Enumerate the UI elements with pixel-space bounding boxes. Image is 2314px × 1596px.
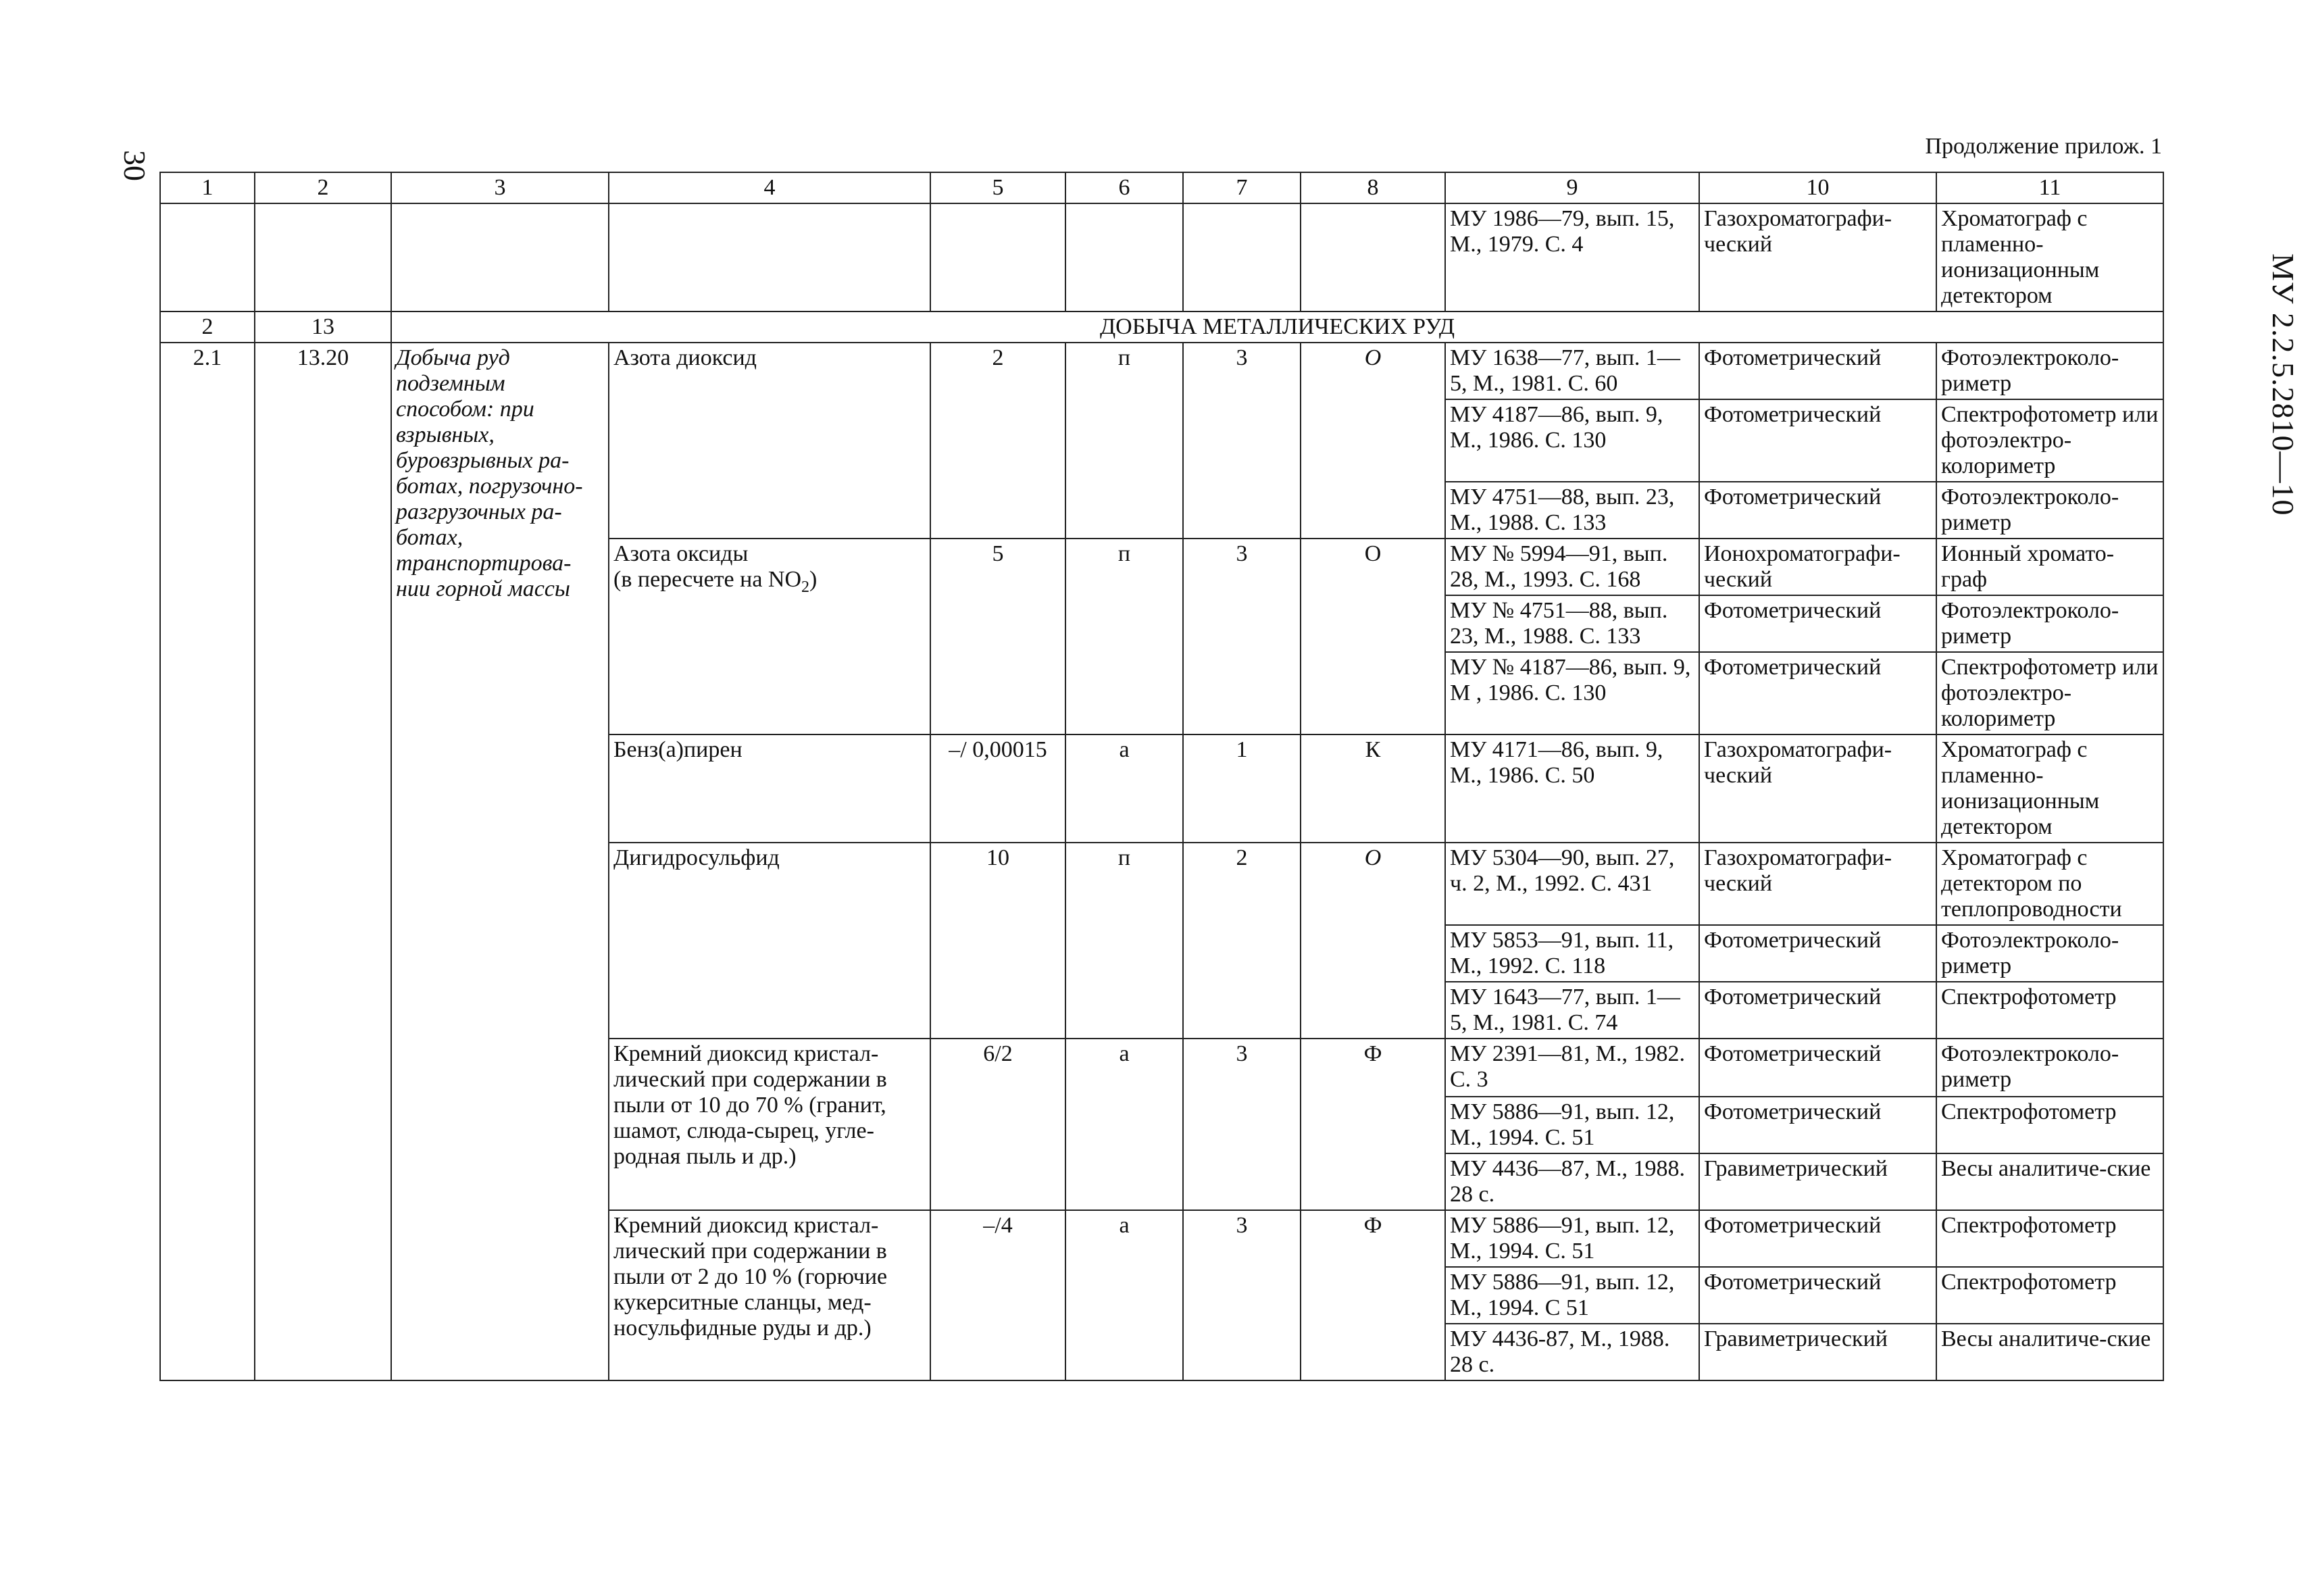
limit-value: –/ 0,00015 (930, 734, 1065, 843)
aggregate-form: п (1065, 539, 1183, 734)
hazard-class: 3 (1183, 343, 1301, 539)
limit-value: 10 (930, 843, 1065, 1039)
method-name: Фотометрический (1699, 595, 1936, 652)
aggregate-form: а (1065, 1210, 1183, 1380)
effect-feature: О (1301, 539, 1445, 734)
method-reference: МУ 5853—91, вып. 11, М., 1992. С. 118 (1445, 925, 1699, 982)
limit-value: 5 (930, 539, 1065, 734)
device-name: Спектрофотометр или фотоэлектро-колориметр (1936, 652, 2163, 734)
effect-feature: К (1301, 734, 1445, 843)
method-reference: МУ 5304—90, вып. 27, ч. 2, М., 1992. С. 431 (1445, 843, 1699, 925)
method-reference: МУ 4751—88, вып. 23, М., 1988. С. 133 (1445, 482, 1699, 539)
col-header: 5 (930, 172, 1065, 203)
method-reference: МУ 1638—77, вып. 1—5, М., 1981. С. 60 (1445, 343, 1699, 399)
col-header: 8 (1301, 172, 1445, 203)
device-name: Фотоэлектроколо-риметр (1936, 925, 2163, 982)
method-reference: МУ 1643—77, вып. 1—5, М., 1981. С. 74 (1445, 982, 1699, 1039)
method-name: Газохроматографи-ческий (1699, 203, 1936, 311)
method-name: Газохроматографи-ческий (1699, 843, 1936, 925)
col-header: 9 (1445, 172, 1699, 203)
limit-value: 6/2 (930, 1039, 1065, 1210)
hazard-class: 3 (1183, 1039, 1301, 1210)
method-reference: МУ № 5994—91, вып. 28, М., 1993. С. 168 (1445, 539, 1699, 595)
subscript: 2 (801, 578, 810, 596)
device-name: Фотоэлектроколо-риметр (1936, 482, 2163, 539)
device-name: Фотоэлектроколо-риметр (1936, 343, 2163, 399)
method-reference: МУ 4187—86, вып. 9, М., 1986. С. 130 (1445, 399, 1699, 482)
col-header: 11 (1936, 172, 2163, 203)
method-reference: МУ 5886—91, вып. 12, М., 1994. С 51 (1445, 1267, 1699, 1324)
hazard-class: 3 (1183, 1210, 1301, 1380)
col-header: 6 (1065, 172, 1183, 203)
device-name: Спектрофотометр (1936, 1267, 2163, 1324)
hazard-class: 2 (1183, 843, 1301, 1039)
device-name: Ионный хромато-граф (1936, 539, 2163, 595)
method-name: Фотометрический (1699, 1210, 1936, 1267)
method-name: Фотометрический (1699, 482, 1936, 539)
aggregate-form: а (1065, 734, 1183, 843)
limit-value: –/4 (930, 1210, 1065, 1380)
method-name: Фотометрический (1699, 343, 1936, 399)
section-code: 2 (160, 311, 255, 343)
substance-name-paren: (в пересчете на NO (613, 567, 802, 592)
col-header: 10 (1699, 172, 1936, 203)
device-name: Спектрофотометр (1936, 1210, 2163, 1267)
method-name: Фотометрический (1699, 982, 1936, 1039)
substance-name: Кремний диоксид кристал-лический при содержании в пыли от 2 до 10 % (горючие кукерситные сланцы, мед-носульфидные руды и др.) (609, 1210, 930, 1380)
method-reference: МУ 4171—86, вып. 9, М., 1986. С. 50 (1445, 734, 1699, 843)
device-name: Спектрофотометр (1936, 982, 2163, 1039)
method-reference: МУ 1986—79, вып. 15, М., 1979. С. 4 (1445, 203, 1699, 311)
method-name: Фотометрический (1699, 399, 1936, 482)
col-header: 4 (609, 172, 930, 203)
section-row (160, 311, 2163, 343)
device-name: Спектрофотометр или фотоэлектро-колориметр (1936, 399, 2163, 482)
process-description: Добыча руд подземным способом: при взрывных, буровзрывных ра-ботах, погрузочно-разгрузочных ра-ботах, транспортирова-нии горной массы (391, 343, 609, 1380)
device-name: Спектрофотометр (1936, 1097, 2163, 1153)
method-reference: МУ № 4751—88, вып. 23, М., 1988. С. 133 (1445, 595, 1699, 652)
device-name: Весы аналитиче-ские (1936, 1324, 2163, 1380)
method-name: Ионохроматографи-ческий (1699, 539, 1936, 595)
device-name: Весы аналитиче-ские (1936, 1153, 2163, 1210)
table-row (160, 343, 2163, 399)
hazard-class: 1 (1183, 734, 1301, 843)
substance-name (609, 539, 930, 734)
method-name: Фотометрический (1699, 652, 1936, 734)
effect-feature: Ф (1301, 1210, 1445, 1380)
col-header: 3 (391, 172, 609, 203)
substance-name: Дигидросульфид (609, 843, 930, 1039)
section-title: ДОБЫЧА МЕТАЛЛИЧЕСКИХ РУД (391, 311, 2163, 343)
effect-feature: О (1301, 343, 1445, 539)
method-name: Фотометрический (1699, 1039, 1936, 1097)
substance-name: Кремний диоксид кристал-лический при содержании в пыли от 10 до 70 % (гранит, шамот, слюда-сырец, угле-родная пыль и др.) (609, 1039, 930, 1210)
method-reference: МУ 4436—87, М., 1988. 28 с. (1445, 1153, 1699, 1210)
column-number-row (160, 172, 2163, 203)
hygiene-methods-table (159, 172, 2164, 1381)
method-reference: МУ 2391—81, М., 1982. С. 3 (1445, 1039, 1699, 1097)
page-number: 30 (118, 150, 153, 181)
effect-feature: Ф (1301, 1039, 1445, 1210)
col-header: 2 (255, 172, 391, 203)
method-reference: МУ № 4187—86, вып. 9, М , 1986. С. 130 (1445, 652, 1699, 734)
method-name: Гравиметрический (1699, 1324, 1936, 1380)
method-name: Фотометрический (1699, 925, 1936, 982)
substance-name: Азота диоксид (609, 343, 930, 539)
document-code: МУ 2.2.5.2810—10 (2266, 253, 2301, 516)
device-name: Хроматограф с пламенно-ионизационным детектором (1936, 734, 2163, 843)
aggregate-form: а (1065, 1039, 1183, 1210)
aggregate-form: п (1065, 843, 1183, 1039)
method-name: Газохроматографи-ческий (1699, 734, 1936, 843)
device-name: Фотоэлектроколо-риметр (1936, 1039, 2163, 1097)
continuation-label: Продолжение прилож. 1 (1925, 134, 2162, 159)
aggregate-form: п (1065, 343, 1183, 539)
group-code: 2.1 (160, 343, 255, 1380)
substance-name: Бенз(а)пирен (609, 734, 930, 843)
hazard-class: 3 (1183, 539, 1301, 734)
table-row (160, 203, 2163, 311)
section-okved: 13 (255, 311, 391, 343)
substance-name-main: Азота оксиды (613, 541, 749, 566)
device-name: Фотоэлектроколо-риметр (1936, 595, 2163, 652)
method-name: Гравиметрический (1699, 1153, 1936, 1210)
method-reference: МУ 5886—91, вып. 12, М., 1994. С. 51 (1445, 1097, 1699, 1153)
device-name: Хроматограф с детектором по теплопроводности (1936, 843, 2163, 925)
method-name: Фотометрический (1699, 1097, 1936, 1153)
col-header: 1 (160, 172, 255, 203)
limit-value: 2 (930, 343, 1065, 539)
method-reference: МУ 4436-87, М., 1988. 28 с. (1445, 1324, 1699, 1380)
method-reference: МУ 5886—91, вып. 12, М., 1994. С. 51 (1445, 1210, 1699, 1267)
group-okved: 13.20 (255, 343, 391, 1380)
device-name: Хроматограф с пламенно-ионизационным детектором (1936, 203, 2163, 311)
effect-feature: О (1301, 843, 1445, 1039)
col-header: 7 (1183, 172, 1301, 203)
method-name: Фотометрический (1699, 1267, 1936, 1324)
substance-name-close: ) (809, 567, 818, 592)
